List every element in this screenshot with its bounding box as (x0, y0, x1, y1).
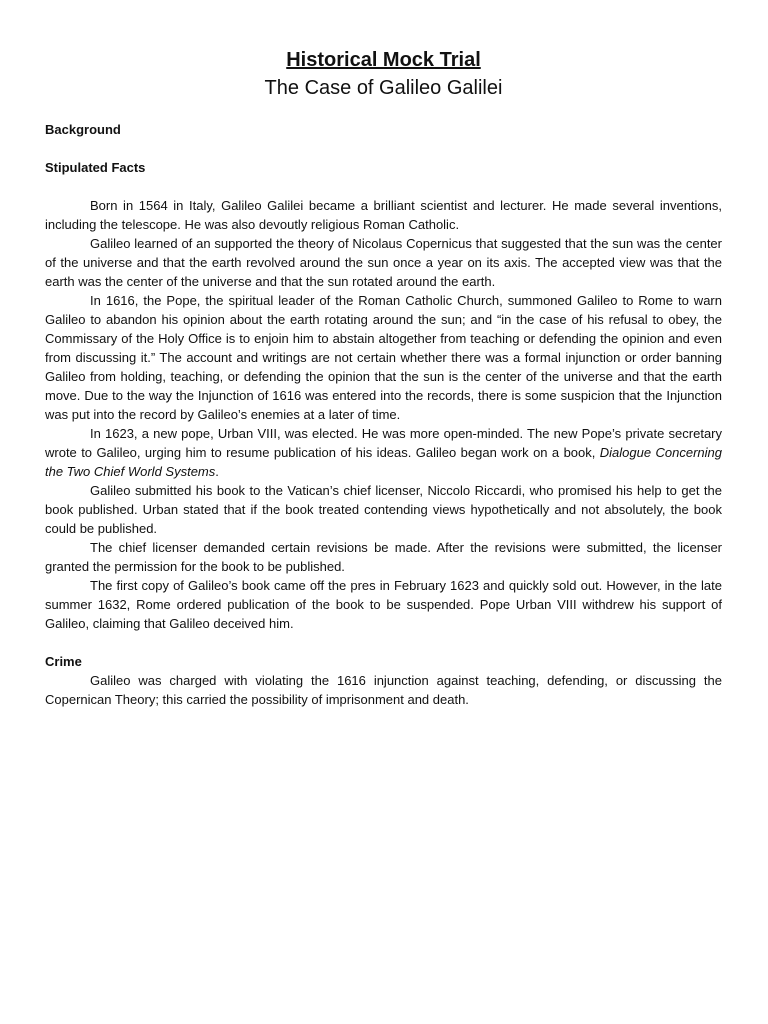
book-title: Dialogue Concerning the Two Chief World Systems (45, 445, 722, 479)
document-page (45, 46, 722, 709)
fact-paragraph-5: Galileo submitted his book to the Vatican’s chief licenser, Niccolo Riccardi, who promised his help to get the book published. Urban stated that if the book treated contending views hypothetically and not absolutely, the book could be published. (45, 483, 722, 536)
fact-paragraph-7: The first copy of Galileo’s book came off the pres in February 1623 and quickly sold out. However, in the late summer 1632, Rome ordered publication of the book to be suspended. Pope Urban VIII withdrew his support of Galileo, claiming that Galileo deceived him. (45, 578, 722, 631)
fact-paragraph-4-end: . (215, 464, 219, 479)
document-title: Historical Mock Trial (286, 49, 481, 71)
fact-paragraph-4 (45, 424, 722, 481)
fact-paragraph-6: The chief licenser demanded certain revisions be made. After the revisions were submitted, the licenser granted the permission for the book to be published. (45, 540, 722, 574)
fact-paragraph-2: Galileo learned of an supported the theory of Nicolaus Copernicus that suggested that the sun was the center of the universe and that the earth revolved around the sun once a year on its axis. The accepted view was that the earth was the center of the universe and that the sun rotated around the earth. (45, 236, 722, 289)
fact-paragraph-1: Born in 1564 in Italy, Galileo Galilei became a brilliant scientist and lecturer. He made several inventions, including the telescope. He was also devoutly religious Roman Catholic. (45, 198, 722, 232)
fact-paragraph-3: In 1616, the Pope, the spiritual leader of the Roman Catholic Church, summoned Galileo to Rome to warn Galileo to abandon his opinion about the earth rotating around the sun; and “in the case of his refusal to obey, the Commissary of the Holy Office is to enjoin him to abstain altogether from teaching or defending the opinion and even from discussing it.” The account and writings are not certain whether there was a formal injunction or order banning Galileo from holding, teaching, or defending the opinion that the sun is the center of the universe and that the earth move. Due to the way the Injunction of 1616 was entered into the records, there is some suspicion that the Injunction was put into the record by Galileo’s enemies at a later of time. (45, 293, 722, 422)
document-subtitle: The Case of Galileo Galilei (264, 77, 503, 99)
fact-paragraph-4-text: In 1623, a new pope, Urban VIII, was elected. He was more open-minded. The new Pope’s private secretary wrote to Galileo, urging him to resume publication of his ideas. Galileo began work on a book, (45, 426, 722, 460)
heading-stipulated-facts: Stipulated Facts (45, 160, 146, 175)
heading-background: Background (45, 122, 121, 137)
heading-crime: Crime (45, 654, 82, 669)
crime-paragraph: Galileo was charged with violating the 1616 injunction against teaching, defending, or discussing the Copernican Theory; this carried the possibility of imprisonment and death. (45, 673, 722, 707)
